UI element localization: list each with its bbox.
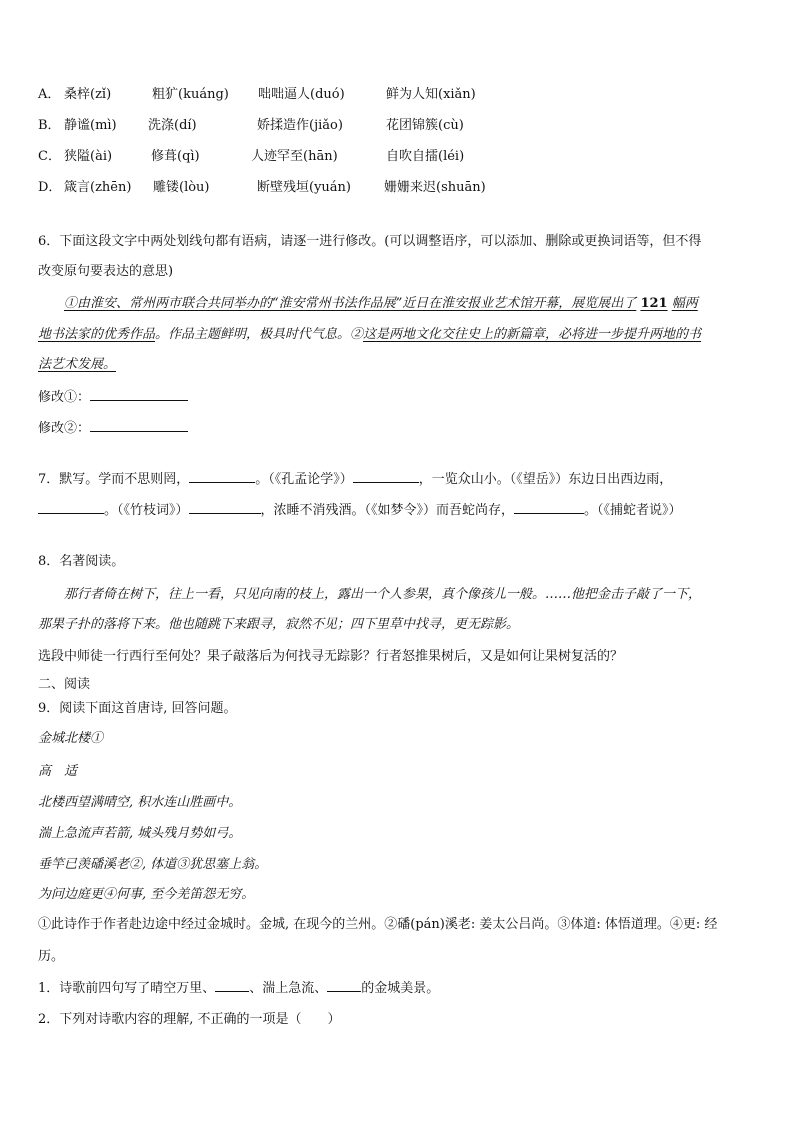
q6-passage-line-1 [64,292,698,311]
option-d-label: D． [38,180,62,195]
q7-text-4: 。（《竹枝词》） [104,503,189,518]
poem-notes-line-1: ①此诗作于作者赴边途中经过金城时。金城, 在现今的兰州。②磻(pán)溪老: 姜太公吕尚。③体道: 体悟道理。④更: 经 [38,917,718,932]
q6-question-line-1: 6．下面这段文字中两处划线句都有语病，请逐一进行修改。(可以调整语序，可以添加、删除或更换词语等，但不得 [38,234,702,249]
option-a-item-1: 桑梓(zǐ) [64,87,112,102]
q6-passage-line-2 [38,323,701,342]
option-c-item-2: 修葺(qì) [151,149,200,164]
q9-title: 9．阅读下面这首唐诗, 回答问题。 [38,701,237,716]
poem-line-2: 湍上急流声若箭, 城头残月势如弓。 [38,826,242,841]
poem-notes-line-2: 历。 [38,949,65,964]
q9-sub-1 [38,977,439,996]
option-c-label: C． [38,149,61,164]
q9-sub-1-text-1: 1．诗歌前四句写了晴空万里、 [38,981,216,996]
q7-blank-4[interactable] [189,501,261,514]
option-a-item-2: 粗犷(kuáng) [152,87,229,102]
option-a-label: A． [38,87,61,102]
option-a-item-4: 鲜为人知(xiǎn) [386,87,476,102]
option-c-item-3: 人迹罕至(hān) [251,149,338,164]
q6-number: 121 [640,296,668,311]
q9-sub-1-text-2: 、湍上急流、 [249,981,328,996]
q8-title: 8．名著阅读。 [38,554,125,569]
q7-text-3: ，一览众山小。（《望岳》）东边日出西边雨， [418,472,673,487]
q7-blank-5[interactable] [514,501,584,514]
poem-title: 金城北楼① [38,731,104,746]
option-d-item-2: 雕镂(lòu) [153,180,210,195]
option-b-item-4: 花团锦簇(cù) [386,118,464,133]
q7-text-6: 。（《捕蛇者说》） [584,503,682,518]
q6-underlined-sentence-2-tail: 法艺术发展。 [38,357,117,372]
q6-fix-2-label: 修改②： [38,421,91,436]
q8-question: 选段中师徒一行西行至何处？果子敲落后为何找寻无踪影？行者怒推果树后，又是如何让果树复活的？ [38,649,624,664]
q6-fix-2-blank[interactable] [90,419,188,432]
q7-text-1: 7．默写。学而不思则罔， [38,472,190,487]
q6-question-line-2: 改变原句要表达的意思) [38,264,174,279]
q9-sub-1-blank-2[interactable] [327,979,361,992]
q9-sub-2: 2．下列对诗歌内容的理解, 不正确的一项是（ ） [38,1012,341,1027]
q6-fix-1 [38,386,188,405]
section-2-heading: 二、阅读 [38,677,91,692]
q6-underlined-sentence-1: ①由淮安、常州两市联合共同举办的“淮安常州书法作品展”近日在淮安报业艺术馆开幕，展览展出了 [64,296,637,311]
q6-underlined-sentence-2: 这是两地文化交往史上的新篇章，必将进一步提升两地的书 [363,327,702,342]
option-a-item-3: 咄咄逼人(duó) [258,87,345,102]
poem-line-3: 垂竿已羡磻溪老②, 体道③犹思塞上翁。 [38,857,268,872]
q7-blank-1[interactable] [189,470,255,483]
poem-author: 高 适 [38,764,78,779]
q6-plain-text: 。作品主题鲜明，极具时代气息。② [155,327,364,342]
option-c-item-1: 狭隘(ài) [64,149,113,164]
q7-line-1 [38,468,672,487]
option-b-label: B． [38,118,61,133]
q7-line-2 [38,499,682,518]
q8-passage-line-1: 那行者倚在树下，往上一看，只见向南的枝上，露出一个人参果，真个像孩儿一般。……他把金击子敲了一下， [64,587,702,602]
q9-sub-1-blank-1[interactable] [215,979,249,992]
q9-sub-1-text-3: 的金城美景。 [361,981,440,996]
poem-line-1: 北楼西望满晴空, 积水连山胜画中。 [38,795,242,810]
q6-fix-1-blank[interactable] [90,388,188,401]
option-b-item-3: 娇揉造作(jiǎo) [257,118,343,133]
q6-underlined-sentence-1-end: 幅两 [671,296,698,311]
option-d-item-1: 箴言(zhēn) [64,180,132,195]
q6-passage-line-3 [38,353,116,372]
q6-fix-1-label: 修改①： [38,390,91,405]
q7-blank-2[interactable] [353,470,419,483]
q7-blank-3[interactable] [38,501,104,514]
poem-line-4: 为问边庭更④何事, 至今羌笛怨无穷。 [38,887,255,902]
q7-text-5: ，浓睡不消残酒。（《如梦令》）而吾蛇尚存， [260,503,515,518]
option-d-item-3: 断壁残垣(yuán) [257,180,351,195]
q6-underlined-sentence-1-tail: 地书法家的优秀作品 [38,327,156,342]
option-b-item-2: 洗涤(dí) [148,118,197,133]
q7-text-2: 。（《孔孟论学》） [255,472,353,487]
option-c-item-4: 自吹自擂(léi) [386,149,465,164]
option-b-item-1: 静谧(mì) [64,118,117,133]
q6-fix-2 [38,417,188,436]
option-d-item-4: 姗姗来迟(shuān) [384,180,486,195]
q8-passage-line-2: 那果子扑的落将下来。他也随跳下来跟寻，寂然不见；四下里草中找寻，更无踪影。 [38,617,520,632]
